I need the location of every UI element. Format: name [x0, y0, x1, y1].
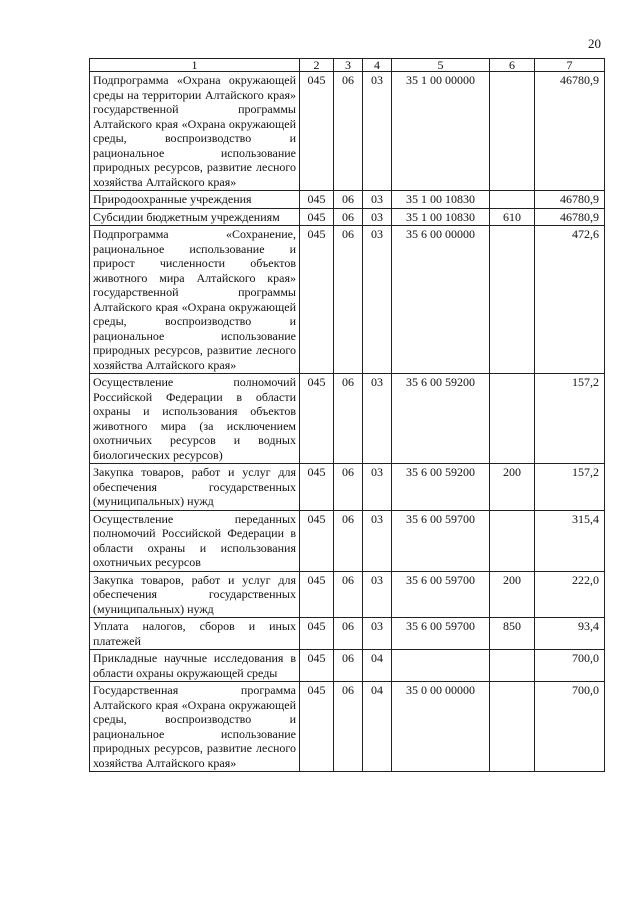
department-code-cell: 045: [300, 72, 334, 191]
column-header: 2: [300, 59, 334, 72]
target-article-cell: 35 6 00 59200: [392, 374, 490, 464]
subsection-code-cell: 03: [363, 571, 392, 618]
expense-type-cell: [490, 191, 535, 209]
column-header: 3: [334, 59, 363, 72]
expense-type-cell: 610: [490, 208, 535, 226]
amount-cell: 472,6: [535, 226, 605, 374]
section-code-cell: 06: [334, 72, 363, 191]
table-row: [90, 510, 605, 571]
department-code-cell: 045: [300, 374, 334, 464]
table-row: [90, 374, 605, 464]
subsection-code-cell: 03: [363, 374, 392, 464]
column-header: 6: [490, 59, 535, 72]
section-code-cell: 06: [334, 208, 363, 226]
department-code-cell: 045: [300, 208, 334, 226]
table-row: [90, 226, 605, 374]
target-article-cell: 35 6 00 59700: [392, 618, 490, 650]
department-code-cell: 045: [300, 571, 334, 618]
amount-cell: 46780,9: [535, 72, 605, 191]
section-code-cell: 06: [334, 374, 363, 464]
column-header: 4: [363, 59, 392, 72]
subsection-code-cell: 03: [363, 226, 392, 374]
subsection-code-cell: 03: [363, 618, 392, 650]
table-row: [90, 682, 605, 772]
department-code-cell: 045: [300, 618, 334, 650]
table-row: [90, 650, 605, 682]
column-header: 1: [90, 59, 300, 72]
row-name-cell: Закупка товаров, работ и услуг для обеспечения государственных (муниципальных) нужд: [90, 464, 300, 511]
table-row: [90, 618, 605, 650]
target-article-cell: 35 6 00 59200: [392, 464, 490, 511]
department-code-cell: 045: [300, 650, 334, 682]
table-row: [90, 191, 605, 209]
subsection-code-cell: 03: [363, 510, 392, 571]
target-article-cell: 35 1 00 10830: [392, 191, 490, 209]
column-header: 5: [392, 59, 490, 72]
row-name-cell: Подпрограмма «Охрана окружающей среды на территории Алтайского края» государственной программы Алтайского края «Охрана окружающей среды, воспроизводство и рациональное использование природных ресурсов, развитие лесного хозяйства Алтайского края»: [90, 72, 300, 191]
amount-cell: 222,0: [535, 571, 605, 618]
amount-cell: 93,4: [535, 618, 605, 650]
section-code-cell: 06: [334, 650, 363, 682]
section-code-cell: 06: [334, 682, 363, 772]
row-name-cell: Осуществление переданных полномочий Российской Федерации в области охраны и использования охотничьих ресурсов: [90, 510, 300, 571]
table-row: [90, 571, 605, 618]
row-name-cell: Государственная программа Алтайского края «Охрана окружающей среды, воспроизводство и рациональное использование природных ресурсов, развитие лесного хозяйства Алтайского края»: [90, 682, 300, 772]
department-code-cell: 045: [300, 464, 334, 511]
row-name-cell: Закупка товаров, работ и услуг для обеспечения государственных (муниципальных) нужд: [90, 571, 300, 618]
target-article-cell: [392, 650, 490, 682]
target-article-cell: 35 0 00 00000: [392, 682, 490, 772]
amount-cell: 700,0: [535, 650, 605, 682]
expense-type-cell: [490, 682, 535, 772]
target-article-cell: 35 1 00 10830: [392, 208, 490, 226]
department-code-cell: 045: [300, 510, 334, 571]
expense-type-cell: 850: [490, 618, 535, 650]
target-article-cell: 35 6 00 59700: [392, 571, 490, 618]
column-header: 7: [535, 59, 605, 72]
section-code-cell: 06: [334, 464, 363, 511]
department-code-cell: 045: [300, 226, 334, 374]
row-name-cell: Уплата налогов, сборов и иных платежей: [90, 618, 300, 650]
row-name-cell: Подпрограмма «Сохранение, рациональное использование и прирост численности объектов животного мира Алтайского края» государственной программы Алтайского края «Охрана окружающей среды, воспроизводство и рациональное использование природных ресурсов, развитие лесного хозяйства Алтайского края»: [90, 226, 300, 374]
expense-type-cell: 200: [490, 464, 535, 511]
target-article-cell: 35 6 00 59700: [392, 510, 490, 571]
row-name-cell: Субсидии бюджетным учреждениям: [90, 208, 300, 226]
expense-type-cell: [490, 510, 535, 571]
department-code-cell: 045: [300, 191, 334, 209]
expense-type-cell: [490, 650, 535, 682]
page-number: 20: [588, 36, 601, 51]
amount-cell: 157,2: [535, 374, 605, 464]
subsection-code-cell: 03: [363, 208, 392, 226]
subsection-code-cell: 03: [363, 72, 392, 191]
row-name-cell: Прикладные научные исследования в области охраны окружающей среды: [90, 650, 300, 682]
section-code-cell: 06: [334, 510, 363, 571]
amount-cell: 157,2: [535, 464, 605, 511]
subsection-code-cell: 04: [363, 650, 392, 682]
table-body: [90, 72, 605, 772]
subsection-code-cell: 03: [363, 191, 392, 209]
row-name-cell: Природоохранные учреждения: [90, 191, 300, 209]
expense-type-cell: 200: [490, 571, 535, 618]
table-row: [90, 208, 605, 226]
amount-cell: 46780,9: [535, 208, 605, 226]
section-code-cell: 06: [334, 571, 363, 618]
section-code-cell: 06: [334, 191, 363, 209]
row-name-cell: Осуществление полномочий Российской Федерации в области охраны и использования объектов животного мира (за исключением охотничьих ресурсов и водных биологических ресурсов): [90, 374, 300, 464]
budget-table: [89, 58, 605, 772]
amount-cell: 700,0: [535, 682, 605, 772]
subsection-code-cell: 04: [363, 682, 392, 772]
target-article-cell: 35 6 00 00000: [392, 226, 490, 374]
section-code-cell: 06: [334, 618, 363, 650]
amount-cell: 315,4: [535, 510, 605, 571]
target-article-cell: 35 1 00 00000: [392, 72, 490, 191]
subsection-code-cell: 03: [363, 464, 392, 511]
table-header-row: [90, 59, 605, 72]
table-row: [90, 464, 605, 511]
table-row: [90, 72, 605, 191]
department-code-cell: 045: [300, 682, 334, 772]
expense-type-cell: [490, 72, 535, 191]
expense-type-cell: [490, 374, 535, 464]
section-code-cell: 06: [334, 226, 363, 374]
expense-type-cell: [490, 226, 535, 374]
amount-cell: 46780,9: [535, 191, 605, 209]
